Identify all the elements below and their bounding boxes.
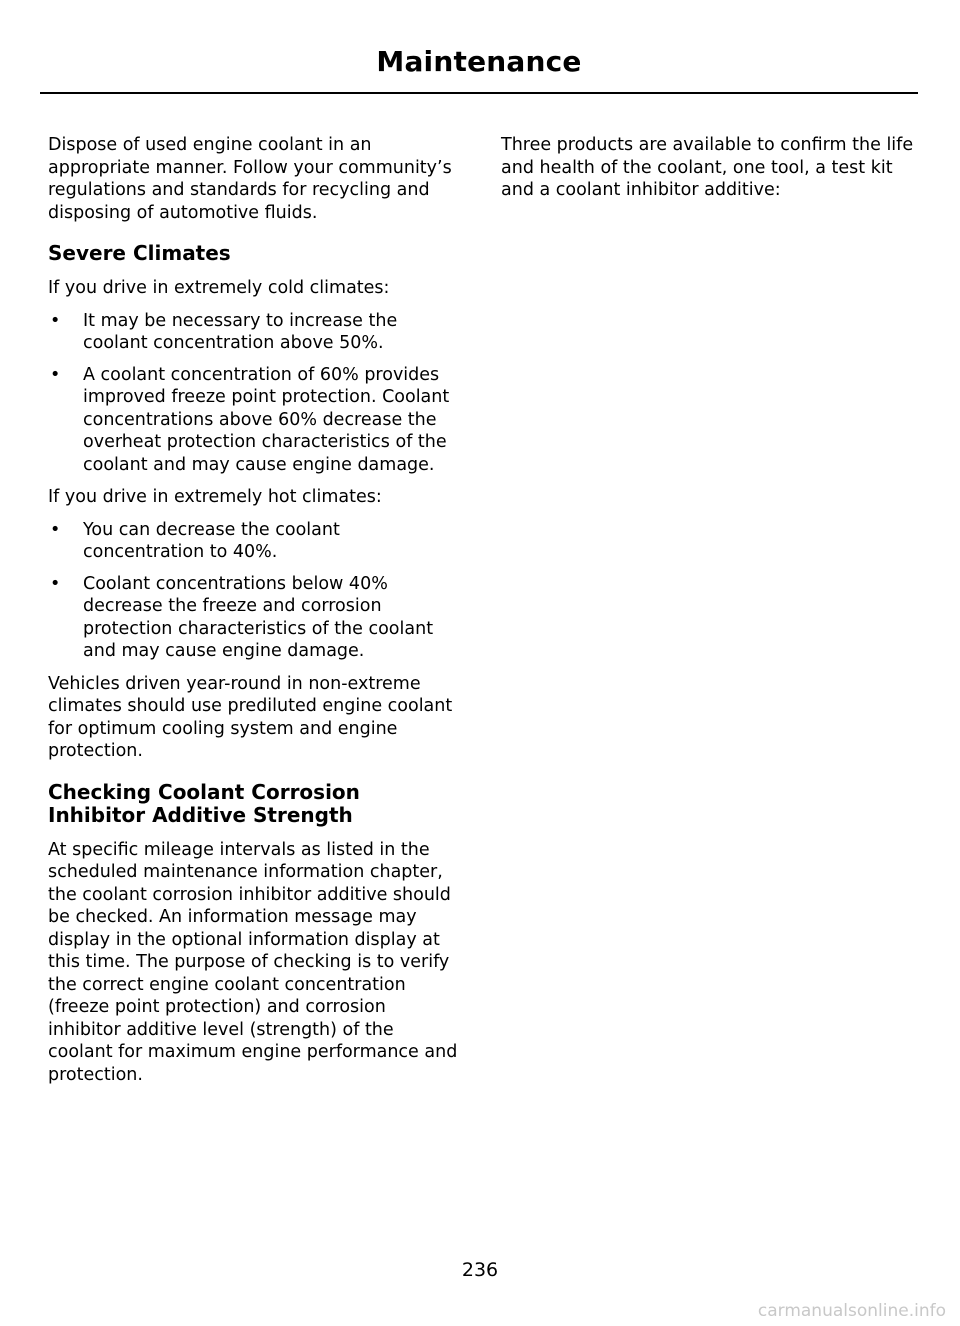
hot-climates-list xyxy=(48,519,462,663)
heading-line-2: Inhibitor Additive Strength xyxy=(48,802,353,827)
bullet-icon: • xyxy=(50,310,61,331)
list-item-text: Coolant concentrations below 40% decrease the freeze and corrosion protection characteristics of the coolant and may cause engine damage. xyxy=(83,573,434,661)
cold-climates-list xyxy=(48,310,462,477)
non-extreme-paragraph: Vehicles driven year-round in non-extreme climates should use prediluted engine coolant for optimum cooling system and engine protection. xyxy=(48,673,453,761)
watermark: carmanualsonline.info xyxy=(757,1301,946,1321)
list-item-text: It may be necessary to increase the coolant concentration above 50%. xyxy=(83,310,398,353)
bullet-icon: • xyxy=(50,573,61,594)
list-item xyxy=(48,519,462,564)
severe-climates-heading: Severe Climates xyxy=(48,241,231,265)
checking-coolant-heading xyxy=(48,781,462,827)
hot-climates-intro: If you drive in extremely hot climates: xyxy=(48,487,382,507)
right-column xyxy=(501,134,919,212)
heading-line-1: Checking Coolant Corrosion xyxy=(48,779,360,804)
list-item-text: You can decrease the coolant concentration to 40%. xyxy=(83,519,340,562)
products-paragraph: Three products are available to confirm the life and health of the coolant, one tool, a test kit and a coolant inhibitor additive: xyxy=(501,135,914,200)
checking-coolant-paragraph: At specific mileage intervals as listed in the scheduled maintenance information chapter, the coolant corrosion inhibitor additive should be checked. An information message may display in the optional information display at this time. The purpose of checking is to verify the correct engine coolant concentration (freeze point protection) and corrosion inhibitor additive level (strength) of the coolant for maximum engine performance and protection. xyxy=(48,839,458,1085)
list-item xyxy=(48,573,462,663)
bullet-icon: • xyxy=(50,519,61,540)
cold-climates-intro: If you drive in extremely cold climates: xyxy=(48,278,390,298)
intro-paragraph: Dispose of used engine coolant in an appropriate manner. Follow your community’s regulations and standards for recycling and disposing of automotive fluids. xyxy=(48,135,452,223)
list-item-text: A coolant concentration of 60% provides improved freeze point protection. Coolant concentrations above 60% decrease the overheat protection characteristics of the coolant and may cause engine damage. xyxy=(83,364,450,475)
left-column xyxy=(48,134,462,1096)
list-item xyxy=(48,364,462,477)
page-number: 236 xyxy=(461,1259,499,1281)
page-header xyxy=(40,40,918,94)
list-item xyxy=(48,310,462,355)
page-title: Maintenance xyxy=(376,45,582,78)
bullet-icon: • xyxy=(50,364,61,385)
